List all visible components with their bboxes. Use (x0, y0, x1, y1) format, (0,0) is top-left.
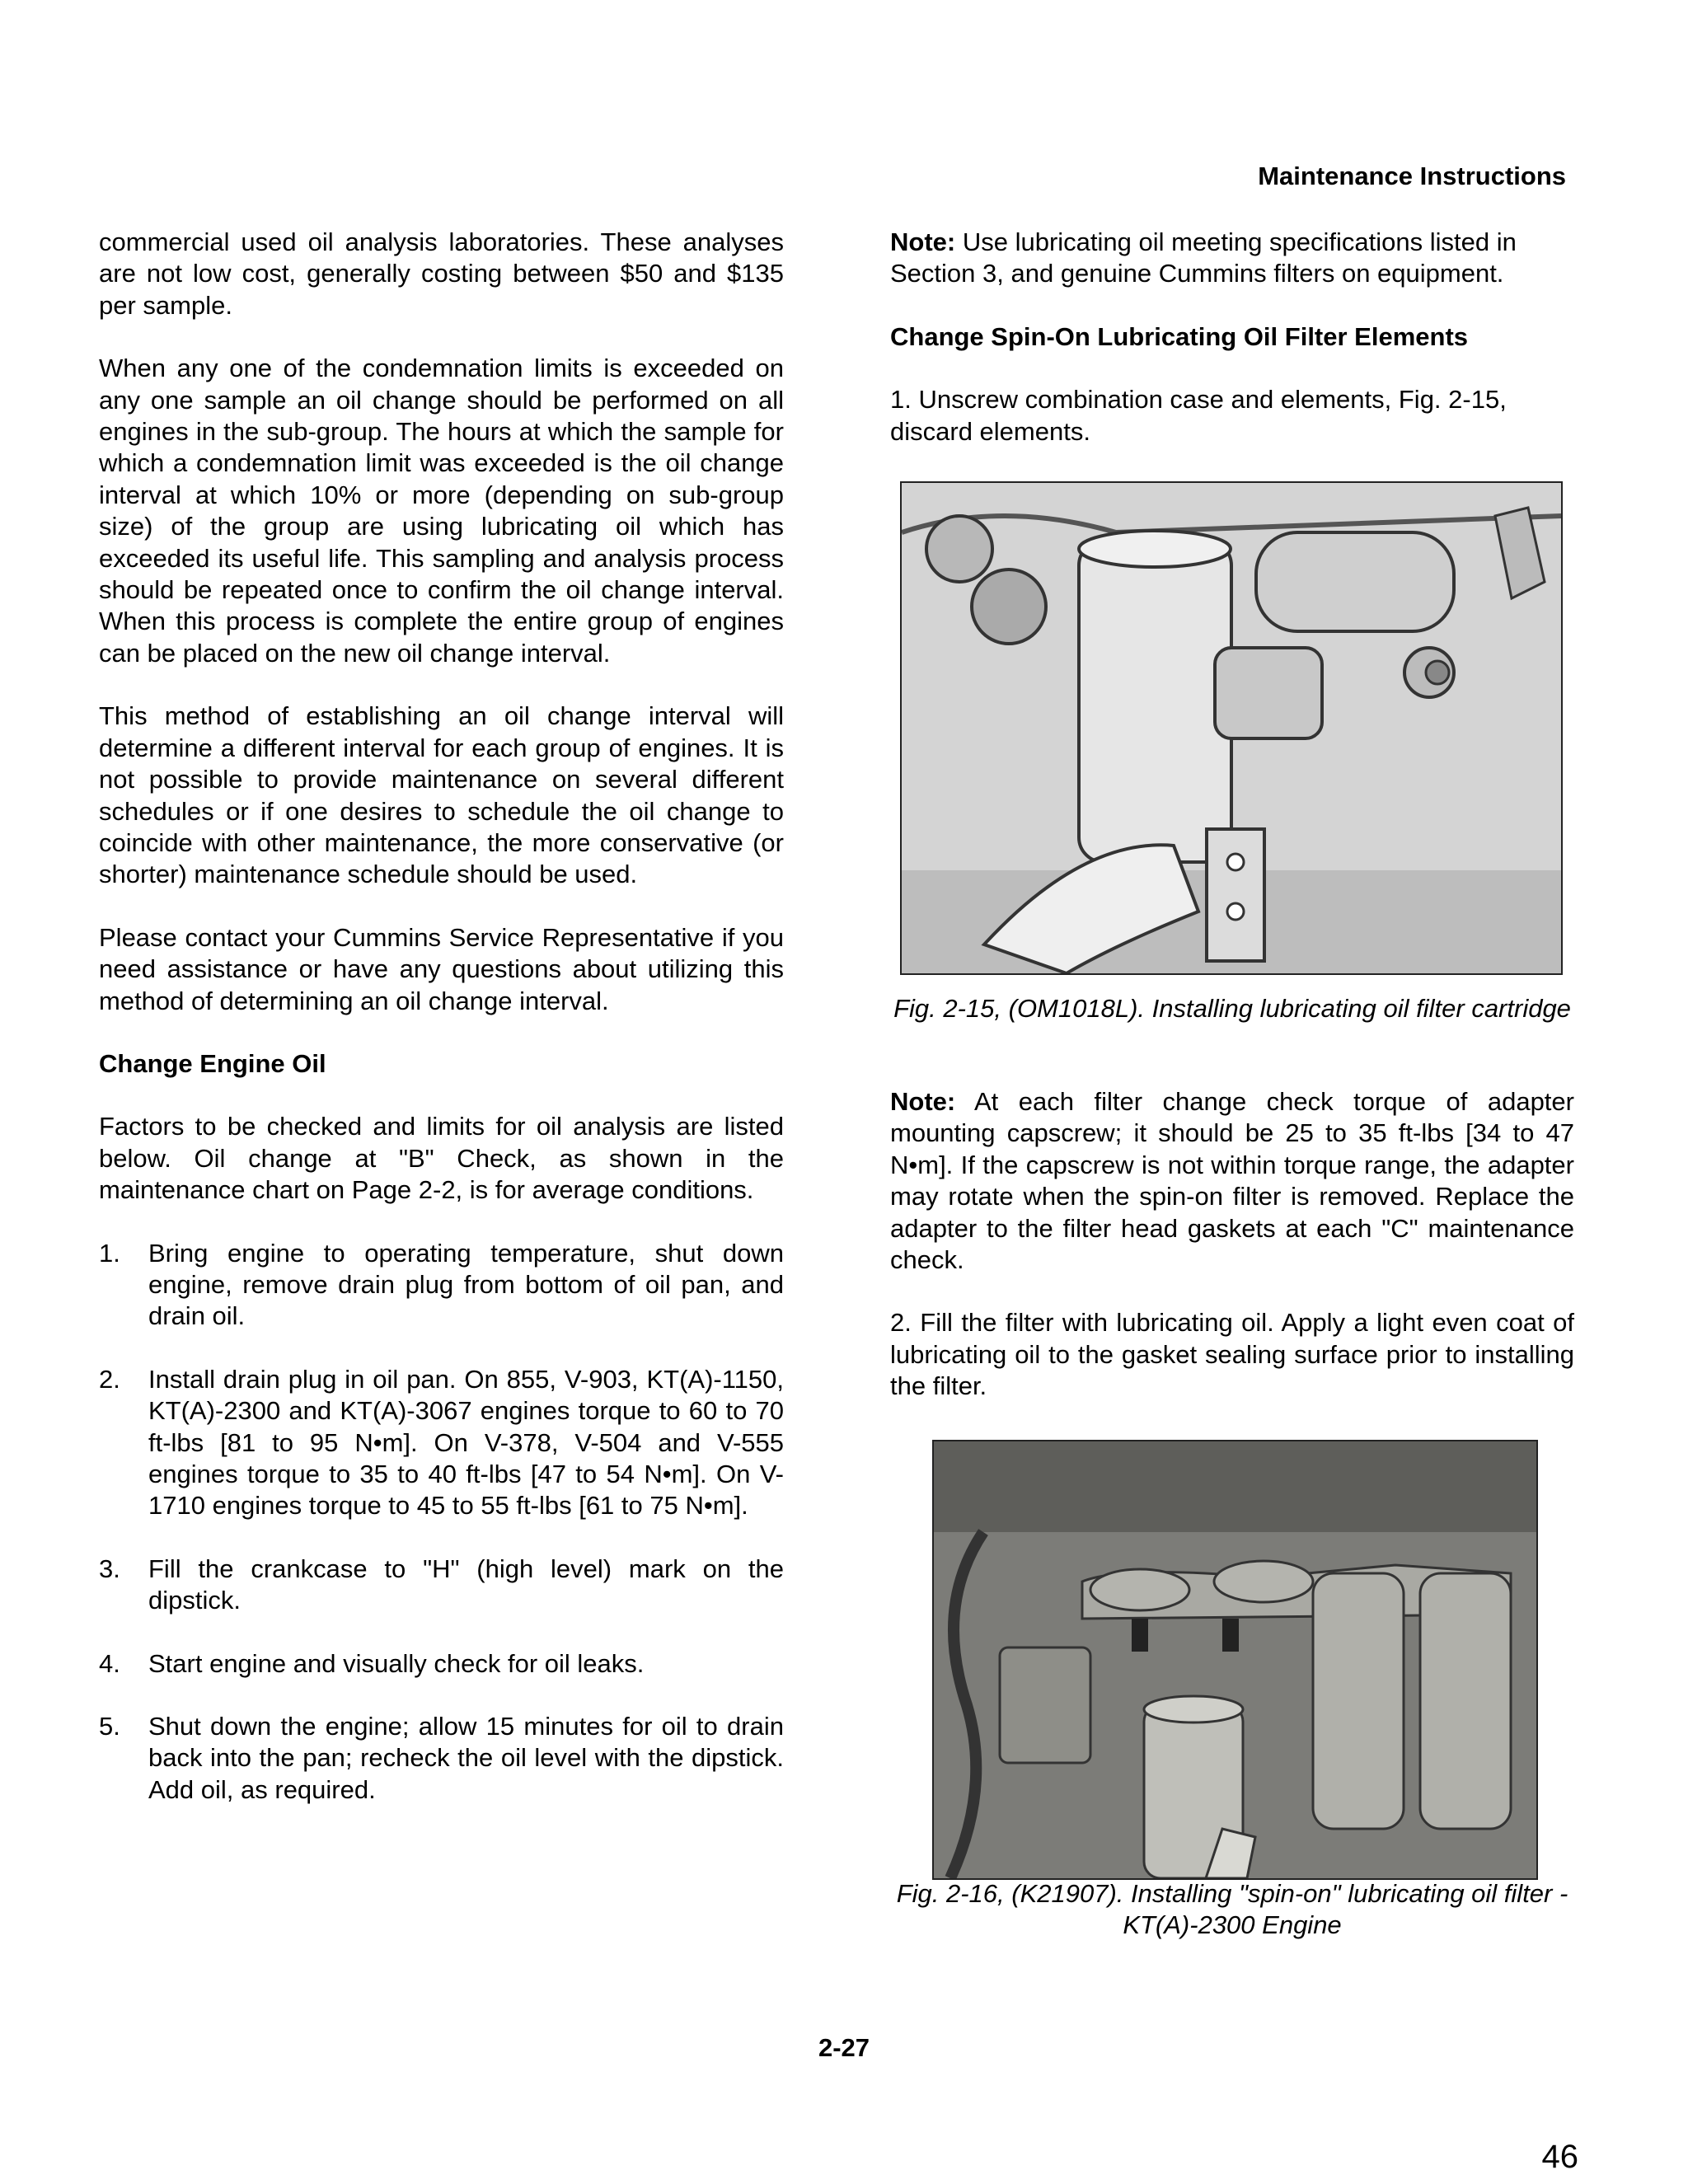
paragraph-contact: Please contact your Cummins Service Representative if you need assistance or have any questions about utilizing this method of determining an oil change interval. (99, 922, 784, 1015)
step-item (99, 1711, 784, 1806)
page-number: 2-27 (818, 2033, 870, 2062)
step-unscrew: 1. Unscrew combination case and elements, Fig. 2-15, discard elements. (890, 385, 1507, 446)
sheet-number: 46 (1541, 2139, 1578, 2175)
step-text: Shut down the engine; allow 15 minutes for oil to drain back into the pan; recheck the oil level with the dipstick. Add oil, as required. (148, 1712, 784, 1804)
left-column (99, 227, 784, 1837)
paragraph-lab-costs: commercial used oil analysis laboratories. These analyses are not low cost, generally costing between $50 and $135 per sample. (99, 227, 784, 320)
paragraph-method: This method of establishing an oil change interval will determine a different interval for each group of engines. It is not possible to provide maintenance on several different schedules or if one desires to schedule the oil change to coincide with other maintenance, the more conservative (or shorter) maintenance schedule should be used. (99, 701, 784, 889)
step-number: 2. (99, 1364, 120, 1394)
note-text: Use lubricating oil meeting specifications listed in Section 3, and genuine Cummins filters on equipment. (890, 227, 1517, 288)
note-text: At each filter change check torque of adapter mounting capscrew; it should be 25 to 35 ft-lbs [34 to 47 N•m]. If the capscrew is not within torque range, the adapter may rotate when the spin-on filter is removed. Replace the adapter to the filter head gaskets at each "C" maintenance check. (890, 1087, 1574, 1275)
figure-2-16-photo (932, 1440, 1538, 1880)
oil-change-steps (99, 1238, 784, 1807)
step-number: 3. (99, 1554, 120, 1583)
note-label: Note: (890, 1087, 956, 1116)
note-lubricating-oil (890, 227, 1574, 290)
step-item (99, 1648, 784, 1680)
step-text: Start engine and visually check for oil leaks. (148, 1648, 645, 1678)
figure-2-16-caption: Fig. 2-16, (K21907). Installing "spin-on" lubricating oil filter - KT(A)-2300 Engine (896, 1879, 1568, 1940)
spin-on-filter-photo-illustration (934, 1441, 1536, 1878)
step-item (99, 1364, 784, 1522)
step-item (99, 1238, 784, 1333)
step-item (99, 1554, 784, 1617)
right-column-lower (890, 1086, 1574, 1434)
figure-2-15-caption: Fig. 2-15, (OM1018L). Installing lubricating oil filter cartridge (893, 994, 1571, 1023)
note-capscrew-torque (890, 1086, 1574, 1276)
filter-cartridge-illustration (902, 483, 1561, 973)
heading-spin-on-filter: Change Spin-On Lubricating Oil Filter Elements (890, 321, 1469, 351)
step-text: Bring engine to operating temperature, shut down engine, remove drain plug from bottom of oil pan, and drain oil. (148, 1238, 784, 1331)
step-fill-filter: 2. Fill the filter with lubricating oil. Apply a light even coat of lubricating oil to the gasket sealing surface prior to installing the filter. (890, 1308, 1574, 1401)
step-text: Install drain plug in oil pan. On 855, V-903, KT(A)-1150, KT(A)-2300 and KT(A)-3067 engines torque to 60 to 70 ft-lbs [81 to 95 N•m]. On V-378, V-504 and V-555 engines torque to 35 to 40 ft-lbs [47 to 54 N•m]. On V-1710 engines torque to 45 to 55 ft-lbs [61 to 75 N•m]. (148, 1364, 784, 1521)
page-header: Maintenance Instructions (1258, 162, 1566, 190)
heading-change-engine-oil: Change Engine Oil (99, 1048, 326, 1078)
right-column (890, 227, 1574, 479)
step-number: 5. (99, 1712, 120, 1741)
paragraph-condemnation: When any one of the condemnation limits is exceeded on any one sample an oil change should be performed on all engines in the sub-group. The hours at which the sample for which a condemnation limit was exceeded is the oil change interval at which 10% or more (depending on sub-group size) of the group are using lubricating oil which has exceeded its useful life. This sampling and analysis process should be repeated once to confirm the oil change interval. When this process is complete the entire group of engines can be placed on the new oil change interval. (99, 354, 784, 668)
step-number: 1. (99, 1238, 120, 1268)
step-number: 4. (99, 1648, 120, 1678)
paragraph-factors: Factors to be checked and limits for oil analysis are listed below. Oil change at "B" Check, as shown in the maintenance chart on Page 2-2, is for average conditions. (99, 1112, 784, 1205)
note-label: Note: (890, 227, 956, 256)
figure-2-15-photo (900, 481, 1563, 975)
step-text: Fill the crankcase to "H" (high level) mark on the dipstick. (148, 1554, 784, 1615)
